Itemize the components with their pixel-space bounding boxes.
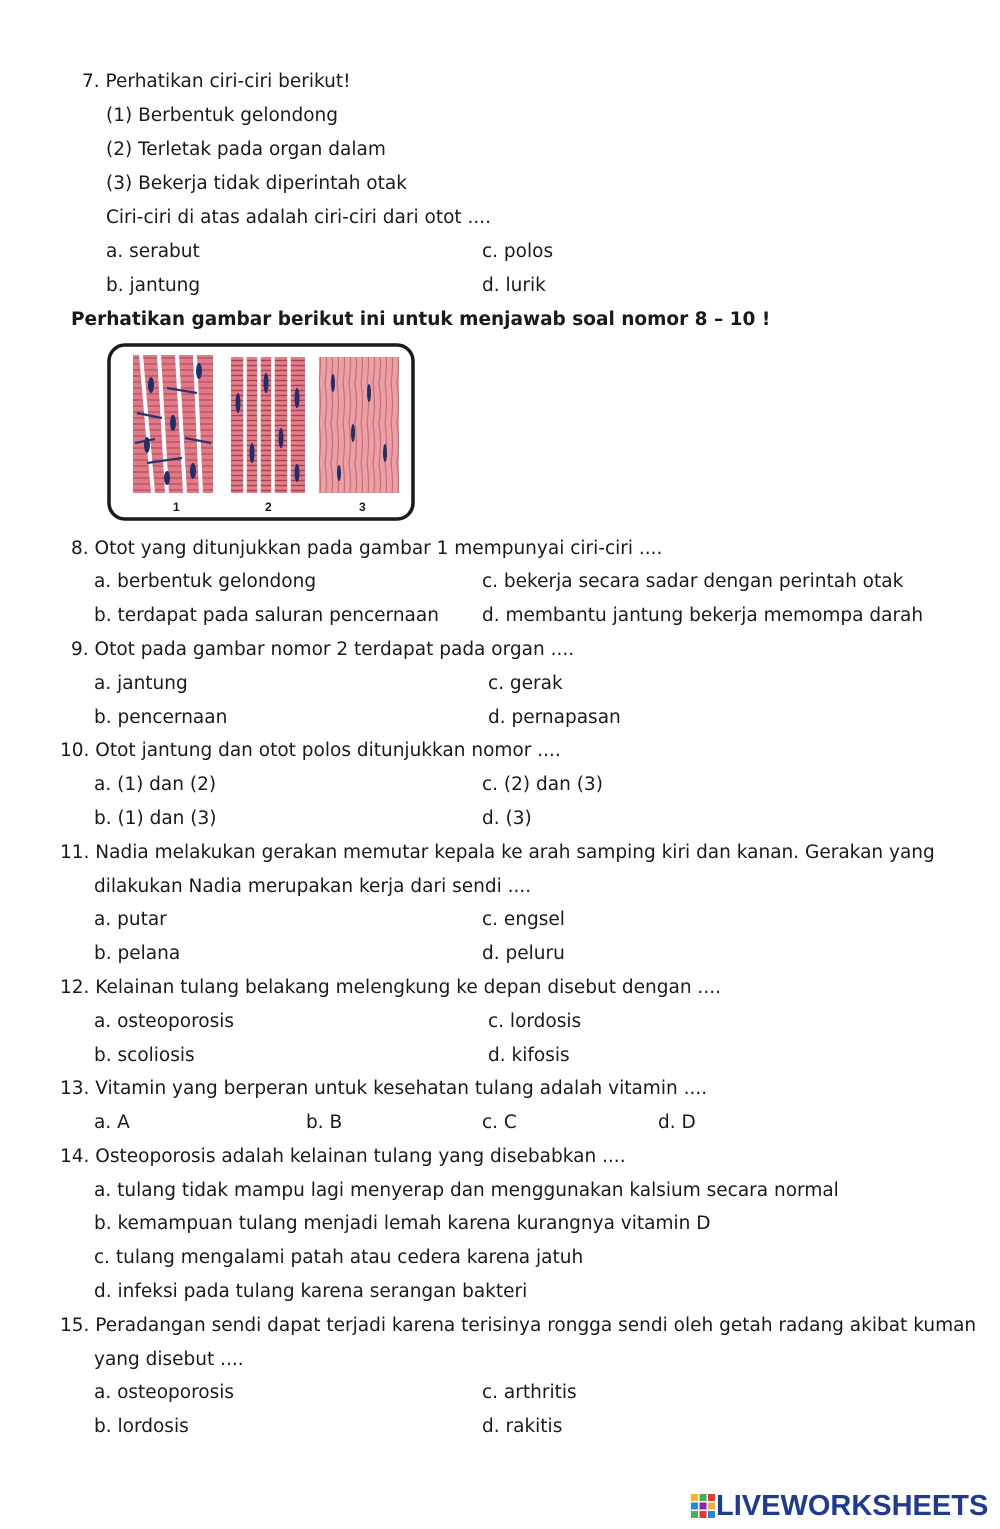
liveworksheets-logo-text: LIVEWORKSHEETS [716,1489,989,1522]
q13-option-d: d. D [658,1112,696,1133]
q7-item-1: (1) Berbentuk gelondong [106,105,339,126]
q12-option-c: c. lordosis [488,1011,582,1032]
q10-option-d: d. (3) [482,808,532,829]
q7-item-2: (2) Terletak pada organ dalam [106,139,386,160]
q8-option-b: b. terdapat pada saluran pencernaan [94,605,439,626]
q9-option-c: c. gerak [488,673,563,694]
q15-option-b: b. lordosis [94,1416,189,1437]
instruction: Perhatikan gambar berikut ini untuk menjawab soal nomor 8 – 10 ! [71,309,771,330]
figure-label-2: 2 [265,500,272,514]
q11-stem-line-2: dilakukan Nadia merupakan kerja dari sendi .... [94,876,532,897]
q13-option-a: a. A [94,1112,130,1133]
q10-stem: 10. Otot jantung dan otot polos ditunjukkan nomor .... [60,740,561,761]
q10-option-b: b. (1) dan (3) [94,808,217,829]
q11-option-a: a. putar [94,909,167,930]
q13-option-b: b. B [306,1112,343,1133]
q9-option-b: b. pencernaan [94,707,228,728]
q12-option-a: a. osteoporosis [94,1011,235,1032]
smooth-muscle-image [319,357,399,493]
q12-option-b: b. scoliosis [94,1045,195,1066]
q15-option-a: a. osteoporosis [94,1382,235,1403]
figure-label-1: 1 [173,500,180,514]
q8-option-d: d. membantu jantung bekerja memompa darah [482,605,924,626]
q11-stem-line-1: 11. Nadia melakukan gerakan memutar kepala ke arah samping kiri dan kanan. Gerakan yang [60,842,935,863]
q14-option-c: c. tulang mengalami patah atau cedera karena jatuh [94,1247,584,1268]
q8-option-a: a. berbentuk gelondong [94,571,317,592]
q14-stem: 14. Osteoporosis adalah kelainan tulang yang disebabkan .... [60,1146,626,1167]
skeletal-muscle-image [231,357,305,493]
q15-stem-line-1: 15. Peradangan sendi dapat terjadi karena terisinya rongga sendi oleh getah radang akibat kuman [60,1315,977,1336]
q13-stem: 13. Vitamin yang berperan untuk kesehatan tulang adalah vitamin .... [60,1078,708,1099]
q7-prompt: Ciri-ciri di atas adalah ciri-ciri dari otot .... [106,207,492,228]
q12-option-d: d. kifosis [488,1045,570,1066]
q14-option-a: a. tulang tidak mampu lagi menyerap dan menggunakan kalsium secara normal [94,1180,839,1201]
cardiac-muscle-image [133,355,213,493]
q7-item-3: (3) Bekerja tidak diperintah otak [106,173,407,194]
q7-option-b: b. jantung [106,275,201,296]
q9-option-a: a. jantung [94,673,188,694]
q7-option-a: a. serabut [106,241,200,262]
q14-option-b: b. kemampuan tulang menjadi lemah karena kurangnya vitamin D [94,1213,711,1234]
q13-option-c: c. C [482,1112,517,1133]
q15-option-d: d. rakitis [482,1416,563,1437]
liveworksheets-logo[interactable] [690,1490,988,1522]
q7-option-d: d. lurik [482,275,546,296]
liveworksheets-logo-icon [690,1493,716,1519]
q7-option-c: c. polos [482,241,554,262]
q11-option-b: b. pelana [94,943,181,964]
q10-option-c: c. (2) dan (3) [482,774,603,795]
q12-stem: 12. Kelainan tulang belakang melengkung ke depan disebut dengan .... [60,977,721,998]
q15-stem-line-2: yang disebut .... [94,1349,244,1370]
q11-option-c: c. engsel [482,909,565,930]
q9-stem: 9. Otot pada gambar nomor 2 terdapat pada organ .... [71,639,575,660]
muscle-figure [107,343,415,521]
q9-option-d: d. pernapasan [488,707,621,728]
q8-stem: 8. Otot yang ditunjukkan pada gambar 1 mempunyai ciri-ciri .... [71,538,663,559]
q15-option-c: c. arthritis [482,1382,577,1403]
figure-label-3: 3 [359,500,366,514]
q7-stem: 7. Perhatikan ciri-ciri berikut! [82,71,351,92]
q8-option-c: c. bekerja secara sadar dengan perintah otak [482,571,904,592]
q14-option-d: d. infeksi pada tulang karena serangan bakteri [94,1281,528,1302]
q11-option-d: d. peluru [482,943,565,964]
q10-option-a: a. (1) dan (2) [94,774,217,795]
